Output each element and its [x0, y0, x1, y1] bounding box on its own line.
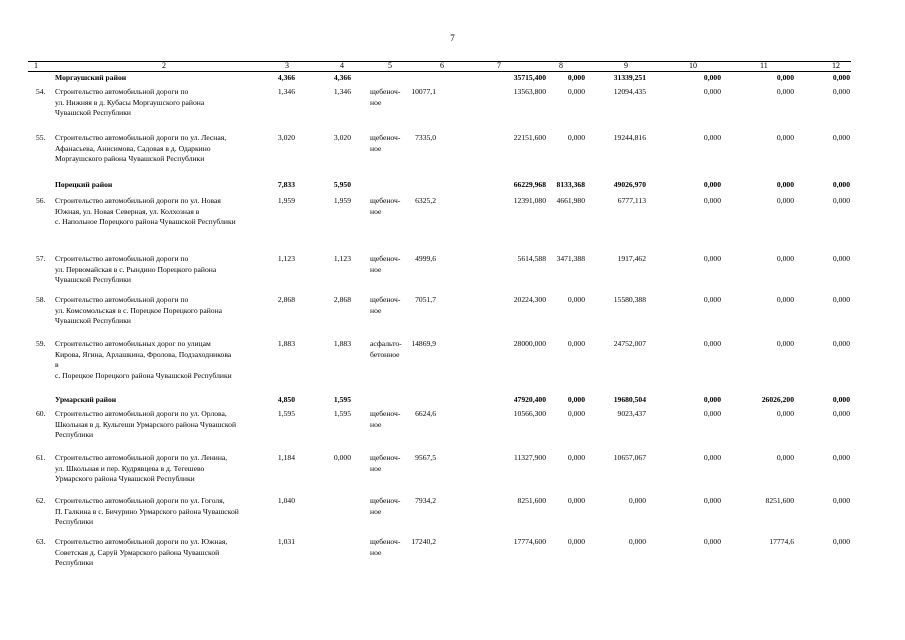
cell-c3: 7,833 [277, 180, 295, 189]
cell-c4: 1,959 [333, 196, 351, 205]
cell-c11: 0,000 [776, 254, 794, 263]
cell-c4: 1,595 [333, 395, 351, 404]
col-header-12: 12 [832, 61, 840, 70]
cell-c8: 0,000 [567, 395, 585, 404]
cell-c3: 4,850 [277, 395, 295, 404]
col-header-3: 3 [285, 61, 289, 70]
cell-c9: 19244,816 [613, 133, 646, 142]
col-header-7: 7 [497, 61, 501, 70]
cell-c8: 3471,388 [556, 254, 585, 263]
cell-c8: 0,000 [567, 453, 585, 462]
cell-c9: 0,000 [628, 496, 646, 505]
cell-c7: 47920,400 [513, 395, 546, 404]
row-name-line: в [55, 360, 59, 369]
cell-c10: 0,000 [703, 180, 721, 189]
cell-c12: 0,000 [832, 409, 850, 418]
cell-c6: 9567,5 [415, 453, 436, 462]
row-name-line: Чувашской Республики [55, 275, 131, 284]
cell-c10: 0,000 [703, 395, 721, 404]
cell-c8: 0,000 [567, 537, 585, 546]
cell-c5-line: щебеноч- [370, 409, 401, 418]
cell-c5-line: асфальто- [370, 339, 402, 348]
cell-c7: 28000,000 [513, 339, 546, 348]
row-name-line: Строительство автомобильной дороги по [55, 87, 189, 96]
col-header-6: 6 [440, 61, 444, 70]
cell-c5-line: ное [370, 463, 382, 473]
cell-c5-line: щебеноч- [370, 87, 401, 96]
cell-c12: 0,000 [832, 339, 850, 348]
cell-c11: 0,000 [776, 453, 794, 462]
cell-c4: 1,346 [333, 87, 351, 96]
row-name-line: Строительство автомобильной дороги по ул. Гоголя, [55, 496, 225, 505]
cell-c7: 5614,588 [517, 254, 546, 263]
row-name-line: Порецкий район [55, 180, 113, 189]
cell-c5-line: щебеноч- [370, 196, 401, 205]
cell-c6: 10077,1 [411, 87, 436, 96]
cell-c7: 11327,900 [514, 453, 546, 462]
cell-c4: 1,123 [333, 254, 351, 263]
cell-c5-line: ное [370, 143, 382, 153]
cell-c6: 7934,2 [415, 496, 436, 505]
cell-c3: 1,346 [277, 87, 295, 96]
row-name-line: Советская д. Саруй Урмарского района Чувашской [55, 547, 220, 557]
col-header-4: 4 [340, 61, 344, 70]
row-name-line: Строительство автомобильной дороги по ул. Ленина, [55, 453, 228, 462]
cell-c11: 26026,200 [761, 395, 794, 404]
cell-c3: 1,040 [277, 496, 295, 505]
row-index: 58. [36, 295, 46, 304]
row-index: 57. [36, 254, 46, 263]
cell-c12: 0,000 [832, 295, 850, 304]
cell-c5-line: щебеноч- [370, 453, 401, 462]
cell-c4: 3,020 [333, 133, 351, 142]
row-index: 56. [36, 196, 46, 205]
row-index: 60. [36, 409, 46, 418]
cell-c5-line: ное [370, 264, 382, 274]
cell-c10: 0,000 [703, 453, 721, 462]
row-name-line: Школьная в д. Кульгеши Урмарского района Чувашской [55, 419, 237, 429]
cell-c10: 0,000 [703, 537, 721, 546]
cell-c3: 1,031 [277, 537, 295, 546]
row-name-line: ул. Нижняя в д. Кубасы Моргаушского района [55, 97, 205, 107]
cell-c12: 0,000 [832, 180, 850, 189]
cell-c7: 22151,600 [513, 133, 546, 142]
cell-c3: 3,020 [277, 133, 295, 142]
row-name-line: Чувашской Республики [55, 108, 131, 117]
cell-c7: 10566,300 [513, 409, 546, 418]
cell-c9: 31339,251 [613, 73, 646, 82]
row-index: 62. [36, 496, 46, 505]
cell-c4: 2,868 [333, 295, 351, 304]
cell-c7: 8251,600 [517, 496, 546, 505]
cell-c4: 0,000 [333, 453, 351, 462]
cell-c4: 1,883 [333, 339, 351, 348]
cell-c8: 0,000 [567, 133, 585, 142]
cell-c8: 0,000 [567, 339, 585, 348]
cell-c9: 49026,970 [613, 180, 646, 189]
cell-c11: 0,000 [776, 87, 794, 96]
col-header-5: 5 [388, 61, 392, 70]
row-name-line: Строительство автомобильной дороги по ул. Южная, [55, 537, 228, 546]
cell-c9: 19680,504 [613, 395, 646, 404]
row-name-line: П. Галкина в с. Бичурино Урмарского района Чувашской [55, 506, 239, 516]
row-name-line: Южная, ул. Новая Северная, ул. Колхозная в [55, 206, 200, 216]
cell-c6: 7051,7 [415, 295, 436, 304]
cell-c6: 14869,9 [411, 339, 436, 348]
cell-c11: 0,000 [776, 133, 794, 142]
row-name-line: с. Напольное Порецкого района Чувашской Республики [55, 217, 236, 226]
cell-c6: 7335,0 [415, 133, 436, 142]
row-index: 55. [36, 133, 46, 142]
row-index: 61. [36, 453, 46, 462]
cell-c8: 0,000 [567, 295, 585, 304]
row-name-line: Афанасьева, Анисимова, Садовая в д. Одаркино [55, 143, 211, 153]
row-index: 59. [36, 339, 46, 348]
cell-c12: 0,000 [832, 133, 850, 142]
cell-c8: 8133,368 [556, 180, 585, 189]
cell-c10: 0,000 [703, 133, 721, 142]
col-header-9: 9 [624, 61, 628, 70]
row-name-line: Строительство автомобильной дороги по [55, 295, 189, 304]
cell-c7: 66229,968 [513, 180, 546, 189]
row-name-line: с. Порецкое Порецкого района Чувашской Республики [55, 370, 232, 380]
cell-c5-line: щебеноч- [370, 295, 401, 304]
cell-c5-line: щебеноч- [370, 254, 401, 263]
cell-c5-line: бетонное [370, 349, 400, 359]
cell-c4: 4,366 [333, 73, 351, 82]
cell-c12: 0,000 [832, 196, 850, 205]
cell-c10: 0,000 [703, 254, 721, 263]
row-name-line: Чувашской Республики [55, 316, 131, 325]
cell-c9: 15580,388 [613, 295, 646, 304]
cell-c12: 0,000 [832, 453, 850, 462]
cell-c11: 17774,6 [769, 537, 794, 546]
cell-c3: 1,959 [277, 196, 295, 205]
cell-c4: 5,950 [333, 180, 351, 189]
cell-c12: 0,000 [832, 395, 850, 404]
cell-c11: 0,000 [776, 295, 794, 304]
cell-c6: 17240,2 [411, 537, 436, 546]
row-name-line: Моргаушского района Чувашской Республики [55, 154, 205, 163]
cell-c10: 0,000 [703, 496, 721, 505]
cell-c3: 4,366 [277, 73, 295, 82]
cell-c5-line: щебеноч- [370, 496, 401, 505]
cell-c11: 0,000 [776, 73, 794, 82]
cell-c10: 0,000 [703, 409, 721, 418]
cell-c3: 1,595 [277, 409, 295, 418]
cell-c9: 6777,113 [617, 196, 646, 205]
cell-c5-line: щебеноч- [370, 537, 401, 546]
row-name-line: Урмарский район [55, 395, 117, 404]
cell-c10: 0,000 [703, 295, 721, 304]
cell-c11: 0,000 [776, 339, 794, 348]
cell-c11: 0,000 [776, 196, 794, 205]
cell-c10: 0,000 [703, 87, 721, 96]
cell-c5-line: ное [370, 206, 382, 216]
cell-c9: 0,000 [628, 537, 646, 546]
row-name-line: Республики [55, 517, 94, 526]
cell-c5-line: ное [370, 97, 382, 107]
cell-c10: 0,000 [703, 196, 721, 205]
cell-c11: 0,000 [776, 409, 794, 418]
header-bottom-rule [28, 71, 851, 72]
cell-c10: 0,000 [703, 73, 721, 82]
cell-c3: 2,868 [277, 295, 295, 304]
row-index: 54. [36, 87, 46, 96]
cell-c9: 12094,435 [613, 87, 646, 96]
cell-c7: 20224,300 [513, 295, 546, 304]
cell-c8: 0,000 [567, 409, 585, 418]
cell-c8: 4661,980 [556, 196, 585, 205]
row-name-line: Урмарского района Чувашской Республики [55, 474, 195, 483]
cell-c8: 0,000 [567, 87, 585, 96]
cell-c6: 4999,6 [415, 254, 436, 263]
col-header-1: 1 [34, 61, 38, 70]
row-name-line: Республики [55, 430, 94, 439]
cell-c7: 35715,400 [513, 73, 546, 82]
cell-c7: 12391,080 [513, 196, 546, 205]
row-name-line: ул. Школьная и пер. Кудрявцева в д. Тегешево [55, 463, 205, 473]
row-index: 63. [36, 537, 46, 546]
cell-c3: 1,123 [277, 254, 295, 263]
cell-c9: 24752,007 [613, 339, 646, 348]
page-number: 7 [450, 33, 455, 43]
col-header-11: 11 [760, 61, 768, 70]
col-header-2: 2 [162, 61, 166, 70]
cell-c12: 0,000 [832, 537, 850, 546]
cell-c3: 1,883 [277, 339, 295, 348]
row-name-line: Моргаушский район [55, 73, 127, 82]
cell-c9: 1917,462 [617, 254, 646, 263]
cell-c6: 6624,6 [415, 409, 436, 418]
col-header-8: 8 [559, 61, 563, 70]
cell-c12: 0,000 [832, 254, 850, 263]
row-name-line: Строительство автомобильной дороги по ул. Орлова, [55, 409, 227, 418]
cell-c12: 0,000 [832, 496, 850, 505]
col-header-10: 10 [689, 61, 697, 70]
row-name-line: Строительство автомобильной дороги по ул. Лесная, [55, 133, 227, 142]
cell-c11: 0,000 [776, 180, 794, 189]
row-name-line: Строительство автомобильной дороги по ул. Новая [55, 196, 221, 205]
cell-c3: 1,184 [277, 453, 295, 462]
cell-c9: 9023,437 [617, 409, 646, 418]
cell-c7: 13563,800 [513, 87, 546, 96]
cell-c8: 0,000 [567, 73, 585, 82]
cell-c11: 8251,600 [765, 496, 794, 505]
row-name-line: Строительство автомобильных дорог по улицам [55, 339, 211, 348]
cell-c5-line: ное [370, 419, 382, 429]
cell-c8: 0,000 [567, 496, 585, 505]
cell-c7: 17774,600 [513, 537, 546, 546]
cell-c10: 0,000 [703, 339, 721, 348]
cell-c5-line: ное [370, 506, 382, 516]
row-name-line: Строительство автомобильной дороги по [55, 254, 189, 263]
cell-c12: 0,000 [832, 87, 850, 96]
row-name-line: Республики [55, 558, 94, 567]
cell-c5-line: щебеноч- [370, 133, 401, 142]
row-name-line: ул. Первомайская в с. Рындино Порецкого района [55, 264, 217, 274]
cell-c5-line: ное [370, 547, 382, 557]
row-name-line: Кирова, Ягина, Арлашкина, Фролова, Подзаходникова [55, 349, 232, 359]
cell-c4: 1,595 [333, 409, 351, 418]
cell-c5-line: ное [370, 305, 382, 315]
cell-c12: 0,000 [832, 73, 850, 82]
row-name-line: ул. Комсомольская в с. Порецкое Порецкого района [55, 305, 222, 315]
cell-c6: 6325,2 [415, 196, 436, 205]
cell-c9: 10657,067 [613, 453, 646, 462]
